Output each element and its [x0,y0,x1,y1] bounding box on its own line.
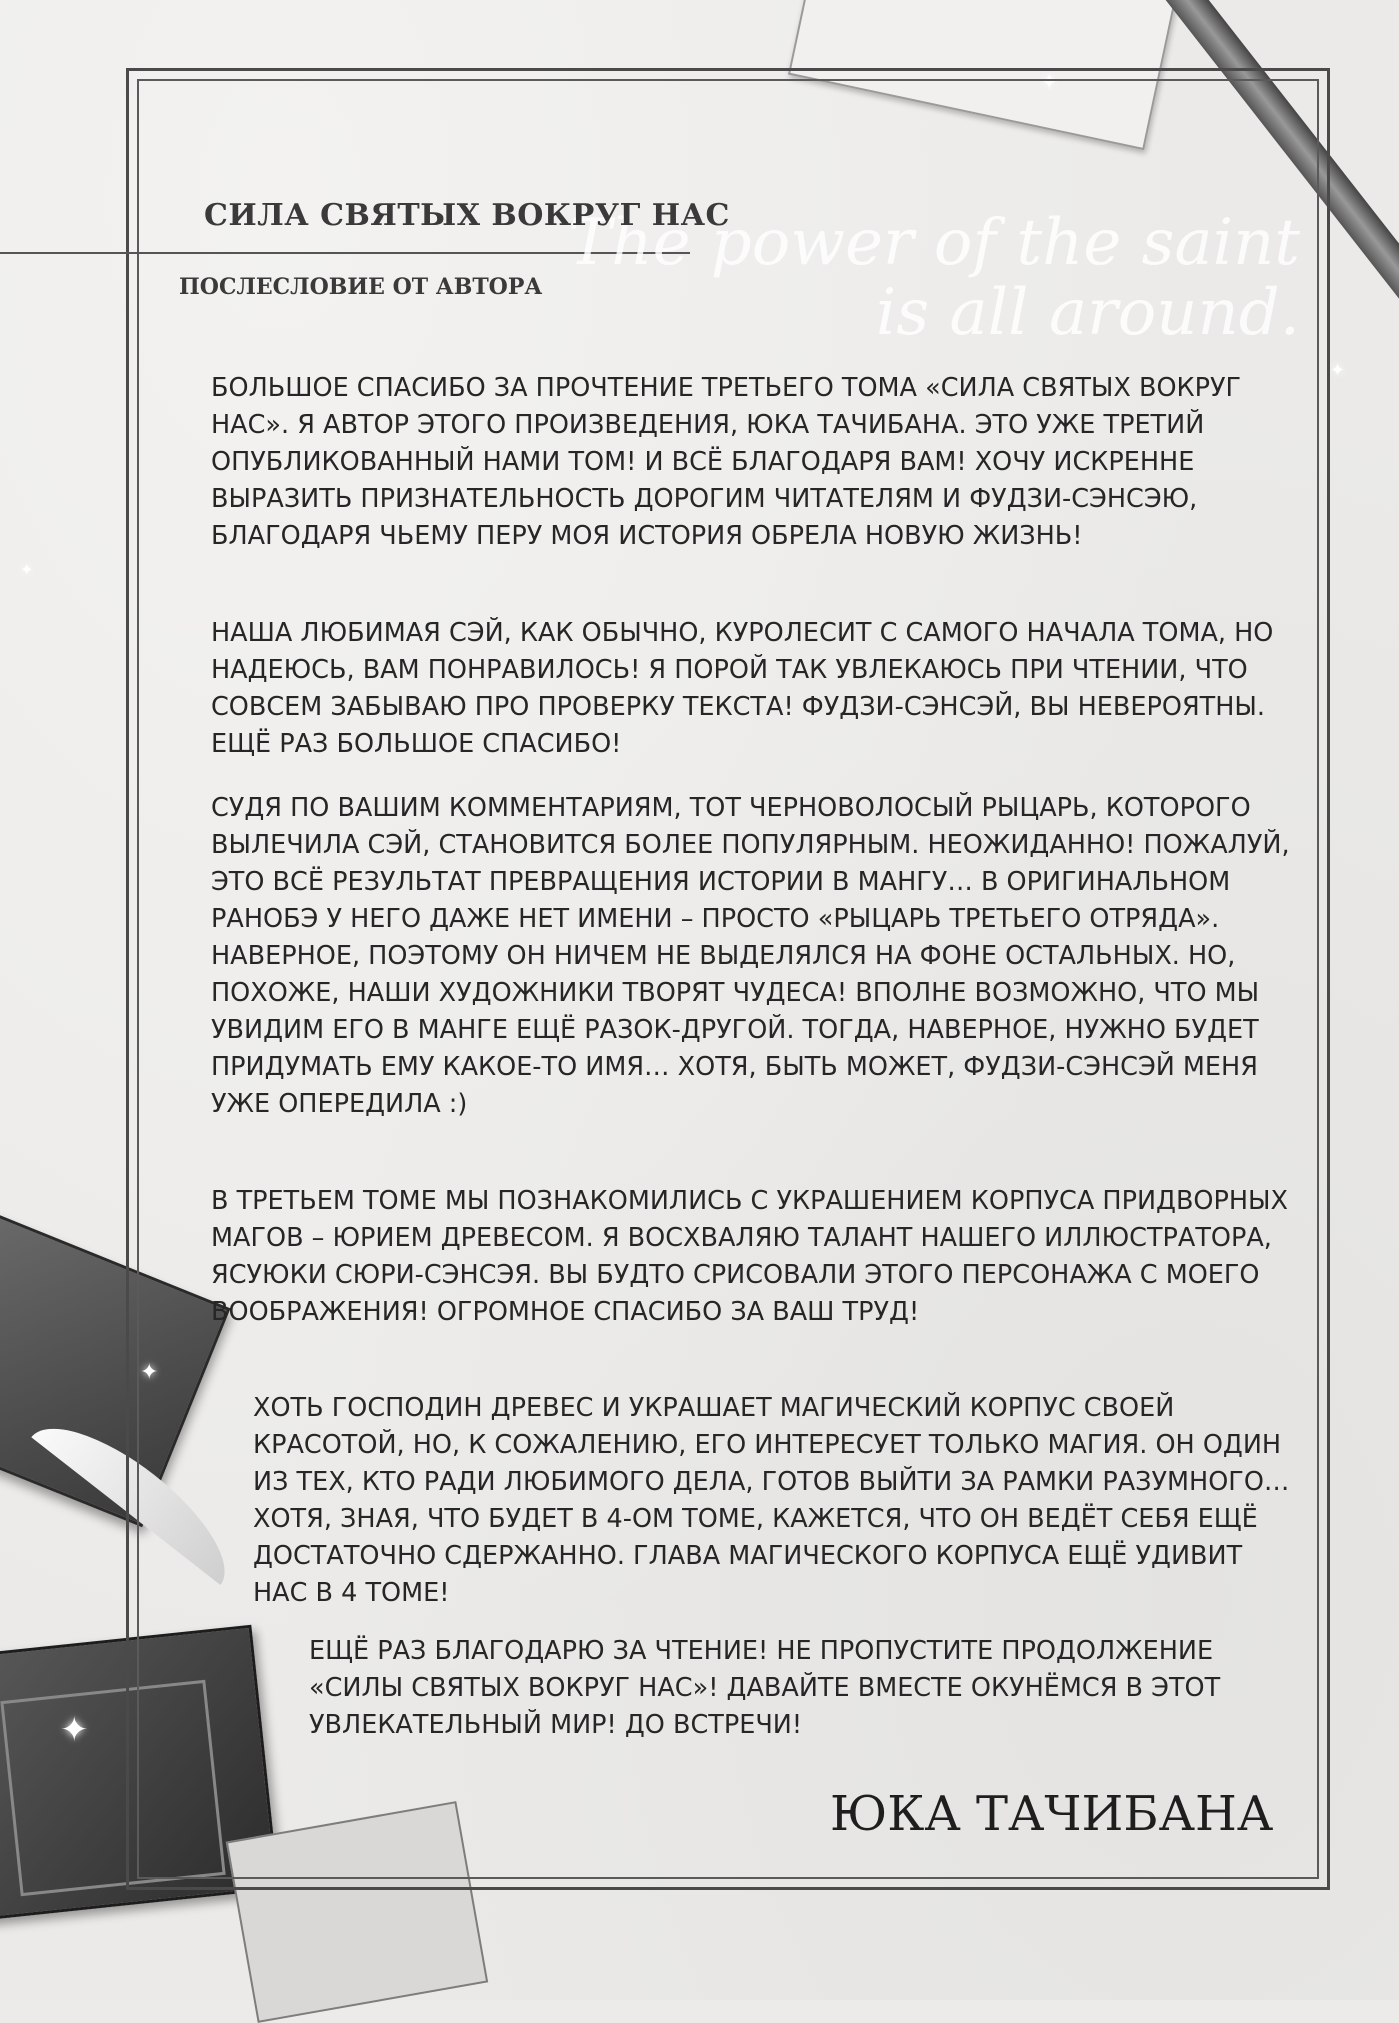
watermark-line-2: is all around. [875,276,1300,350]
sparkle-icon: ✦ [60,1710,89,1750]
paragraph-6: ЕЩЁ РАЗ БЛАГОДАРЮ ЗА ЧТЕНИЕ! НЕ ПРОПУСТИТЕ ПРОДОЛЖЕНИЕ «СИЛЫ СВЯТЫХ ВОКРУГ НАС»! ДАВАЙТЕ ВМЕСТЕ ОКУНЁМСЯ В ЭТОТ УВЛЕКАТЕЛЬНЫЙ МИР! ДО ВСТРЕЧИ! [309,1636,1221,1740]
paragraph-3: СУДЯ ПО ВАШИМ КОММЕНТАРИЯМ, ТОТ ЧЕРНОВОЛОСЫЙ РЫЦАРЬ, КОТОРОГО ВЫЛЕЧИЛА СЭЙ, СТАНОВИТСЯ БОЛЕЕ ПОПУЛЯРНЫМ. НЕОЖИДАННО! ПОЖАЛУЙ, ЭТО ВСЁ РЕЗУЛЬТАТ ПРЕВРАЩЕНИЯ ИСТОРИИ В МАНГУ… В ОРИГИНАЛЬНОМ РАНОБЭ У НЕГО ДАЖЕ НЕТ ИМЕНИ – ПРОСТО «РЫЦАРЬ ТРЕТЬЕГО ОТРЯДА». НАВЕРНОЕ, ПОЭТОМУ ОН НИЧЕМ НЕ ВЫДЕЛЯЛСЯ НА ФОНЕ ОСТАЛЬНЫХ. НО, ПОХОЖЕ, НАШИ ХУДОЖНИКИ ТВОРЯТ ЧУДЕСА! ВПОЛНЕ ВОЗМОЖНО, ЧТО МЫ УВИДИМ ЕГО В МАНГЕ ЕЩЁ РАЗОК-ДРУГОЙ. ТОГДА, НАВЕРНОЕ, НУЖНО БУДЕТ ПРИДУМАТЬ ЕМУ КАКОЕ-ТО ИМЯ… ХОТЯ, БЫТЬ МОЖЕТ, ФУДЗИ-СЭНСЭЙ МЕНЯ УЖЕ ОПЕРЕДИЛА :) [211,793,1290,1119]
sparkle-icon: ✦ [20,560,34,579]
paragraph-2: НАША ЛЮБИМАЯ СЭЙ, КАК ОБЫЧНО, КУРОЛЕСИТ С САМОГО НАЧАЛА ТОМА, НО НАДЕЮСЬ, ВАМ ПОНРАВИЛОСЬ! Я ПОРОЙ ТАК УВЛЕКАЮСЬ ПРИ ЧТЕНИИ, ЧТО СОВСЕМ ЗАБЫВАЮ ПРО ПРОВЕРКУ ТЕКСТА! ФУДЗИ-СЭНСЭЙ, ВЫ НЕВЕРОЯТНЫ. ЕЩЁ РАЗ БОЛЬШОЕ СПАСИБО! [211,618,1274,759]
author-signature: ЮКА ТАЧИБАНА [830,1786,1274,1842]
sparkle-icon: ✦ [1330,360,1346,381]
watermark-line-1: The power of the saint [568,206,1300,280]
paragraph-4: В ТРЕТЬЕМ ТОМЕ МЫ ПОЗНАКОМИЛИСЬ С УКРАШЕНИЕМ КОРПУСА ПРИДВОРНЫХ МАГОВ – ЮРИЕМ ДРЕВЕСОМ. Я ВОСХВАЛЯЮ ТАЛАНТ НАШЕГО ИЛЛЮСТРАТОРА, ЯСУЮКИ СЮРИ-СЭНСЭЯ. ВЫ БУДТО СРИСОВАЛИ ЭТОГО ПЕРСОНАЖА С МОЕГО ВООБРАЖЕНИЯ! ОГРОМНОЕ СПАСИБО ЗА ВАШ ТРУД! [211,1186,1289,1327]
sparkle-icon: ✦ [1040,70,1059,95]
paragraph-5: ХОТЬ ГОСПОДИН ДРЕВЕС И УКРАШАЕТ МАГИЧЕСКИЙ КОРПУС СВОЕЙ КРАСОТОЙ, НО, К СОЖАЛЕНИЮ, ЕГО ИНТЕРЕСУЕТ ТОЛЬКО МАГИЯ. ОН ОДИН ИЗ ТЕХ, КТО РАДИ ЛЮБИМОГО ДЕЛА, ГОТОВ ВЫЙТИ ЗА РАМКИ РАЗУМНОГО… ХОТЯ, ЗНАЯ, ЧТО БУДЕТ В 4-ОМ ТОМЕ, КАЖЕТСЯ, ЧТО ОН ВЕДЁТ СЕБЯ ЕЩЁ ДОСТАТОЧНО СДЕРЖАННО. ГЛАВА МАГИЧЕСКОГО КОРПУСА ЕЩЁ УДИВИТ НАС В 4 ТОМЕ! [253,1393,1290,1608]
sparkle-icon: ✦ [140,1360,159,1385]
page-subtitle: ПОСЛЕСЛОВИЕ ОТ АВТОРА [179,274,543,300]
paragraph-1: БОЛЬШОЕ СПАСИБО ЗА ПРОЧТЕНИЕ ТРЕТЬЕГО ТОМА «СИЛА СВЯТЫХ ВОКРУГ НАС». Я АВТОР ЭТОГО ПРОИЗВЕДЕНИЯ, ЮКА ТАЧИБАНА. ЭТО УЖЕ ТРЕТИЙ ОПУБЛИКОВАННЫЙ НАМИ ТОМ! И ВСЁ БЛАГОДАРЯ ВАМ! ХОЧУ ИСКРЕННЕ ВЫРАЗИТЬ ПРИЗНАТЕЛЬНОСТЬ ДОРОГИМ ЧИТАТЕЛЯМ И ФУДЗИ-СЭНСЭЮ, БЛАГОДАРЯ ЧЬЕМУ ПЕРУ МОЯ ИСТОРИЯ ОБРЕЛА НОВУЮ ЖИЗНЬ! [211,373,1242,551]
page-title: СИЛА СВЯТЫХ ВОКРУГ НАС [204,198,730,233]
